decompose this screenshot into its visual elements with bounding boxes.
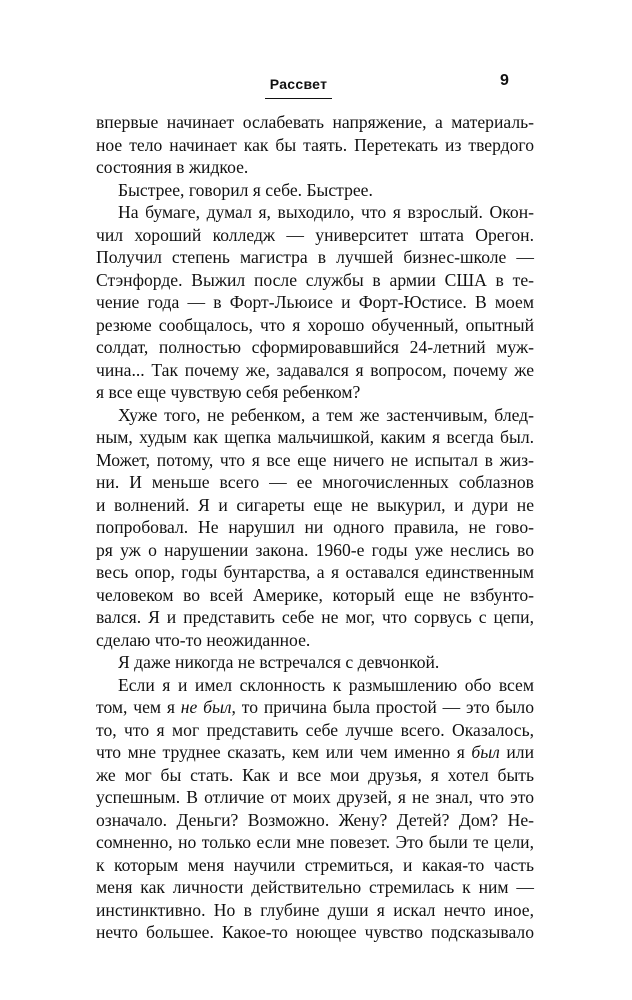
text-segment: сделаю что-то неожиданное. — [96, 629, 311, 650]
text-line — [96, 899, 534, 922]
text-line — [96, 696, 534, 719]
text-line — [96, 629, 534, 652]
text-segment: состояния в жидкое. — [96, 157, 249, 177]
italic-text: был — [471, 742, 500, 762]
text-line — [96, 494, 534, 517]
text-line — [96, 404, 534, 427]
text-segment: попробовал. Не нарушил ни одного правила, не гово- — [96, 517, 534, 537]
text-line — [96, 201, 534, 224]
text-segment: или — [499, 742, 534, 762]
text-line — [96, 471, 534, 494]
text-line — [96, 449, 534, 472]
text-line — [96, 111, 534, 134]
text-line — [96, 584, 534, 607]
text-segment: Я даже никогда не встречался с девчонкой. — [118, 652, 440, 672]
text-segment: то, что я мог представить себе лучше всего. Оказалось, — [96, 719, 534, 740]
text-segment: я все еще чувствую себя ребенком? — [96, 382, 361, 402]
text-line — [96, 876, 534, 899]
text-segment: Хуже того, не ребенком, а тем же застенчивым, блед- — [118, 404, 534, 425]
text-segment: Стэнфорде. Выжил после службы в армии США в те- — [96, 269, 534, 290]
text-line — [96, 809, 534, 832]
text-segment: меня как личности действительно стремилась к ним — — [96, 877, 534, 897]
text-line — [96, 539, 534, 562]
text-segment: чина... Так почему же, задавался я вопросом, почему же — [96, 359, 534, 380]
text-line — [96, 831, 534, 854]
text-line — [96, 854, 534, 877]
text-segment: ни. И меньше всего — ее многочисленных соблазнов — [96, 472, 534, 492]
text-segment: , то причина была простой — это было — [231, 697, 535, 717]
text-segment: том, чем я — [96, 697, 181, 717]
text-segment: солдат, полностью сформировавшийся 24-летний муж- — [96, 337, 534, 357]
text-line — [96, 336, 534, 359]
text-segment: впервые начинает ослабевать напряжение, а материаль- — [96, 112, 534, 132]
body-text — [96, 111, 534, 944]
text-line — [96, 134, 534, 157]
text-segment: что мне труднее сказать, кем или чем именно я — [96, 742, 472, 762]
text-segment: вался. Я и представить себе не мог, что сорвусь с цепи, — [96, 607, 534, 627]
text-segment: Может, потому, что я все еще ничего не испытал в жиз- — [96, 449, 534, 470]
text-segment: сомненно, но только если мне повезет. Это были те цели, — [96, 832, 534, 852]
text-segment: инстинктивно. Но в глубине души я искал нечто иное, — [96, 899, 534, 920]
text-segment: означало. Деньги? Возможно. Жену? Детей? Дом? Не- — [96, 809, 534, 830]
text-segment: Получил степень магистра в лучшей бизнес-школе — — [96, 247, 534, 267]
text-line — [96, 764, 534, 787]
running-header-title: Рассвет — [269, 76, 328, 92]
text-line — [96, 719, 534, 742]
text-segment: успешным. В отличие от моих друзей, я не знал, что это — [96, 787, 534, 807]
text-line — [96, 516, 534, 539]
text-line — [96, 674, 534, 697]
text-segment: человеком во всей Америке, который еще не взбунто- — [96, 584, 534, 605]
text-segment: и волнений. Я и сигареты еще не выкурил, и дури не — [96, 494, 534, 515]
text-line — [96, 246, 534, 269]
text-segment: резюме сообщалось, что я хорошо обученный, опытный — [96, 314, 534, 335]
text-segment: На бумаге, думал я, выходило, что я взрослый. Окон- — [118, 202, 534, 222]
text-line — [96, 156, 534, 179]
text-line — [96, 224, 534, 247]
text-line — [96, 741, 534, 764]
text-segment: весь опор, годы бунтарства, а я оставался единственным — [96, 562, 534, 582]
text-segment: к которым меня научили стремиться, и какая-то часть — [96, 854, 534, 875]
text-line — [96, 359, 534, 382]
text-line — [96, 606, 534, 629]
text-line — [96, 786, 534, 809]
header-underline — [265, 98, 332, 99]
text-segment: чение года — в Форт-Льюисе и Форт-Юстисе. В моем — [96, 292, 534, 312]
text-segment: Быстрее, говорил я себе. Быстрее. — [118, 179, 373, 200]
text-line — [96, 921, 534, 944]
italic-text: не был — [180, 697, 232, 717]
text-line — [96, 651, 534, 674]
text-line — [96, 314, 534, 337]
text-line — [96, 291, 534, 314]
text-line — [96, 426, 534, 449]
text-line — [96, 269, 534, 292]
text-segment: Если я и имел склонность к размышлению обо всем — [118, 674, 534, 695]
text-line — [96, 561, 534, 584]
text-segment: ное тело начинает как бы таять. Перетекать из твердого — [96, 134, 534, 155]
text-segment: же мог бы стать. Как и все мои друзья, я хотел быть — [96, 764, 534, 785]
text-segment: нечто большее. Какое-то ноющее чувство подсказывало — [96, 922, 534, 942]
text-line — [96, 179, 534, 202]
text-segment: ря уж о нарушении закона. 1960-е годы уже неслись во — [96, 539, 534, 560]
page-number: 9 — [500, 72, 509, 89]
text-segment: ным, худым как щепка мальчишкой, каким я всегда был. — [96, 427, 534, 447]
text-segment: чил хороший колледж — университет штата Орегон. — [96, 224, 534, 245]
text-line — [96, 381, 534, 404]
